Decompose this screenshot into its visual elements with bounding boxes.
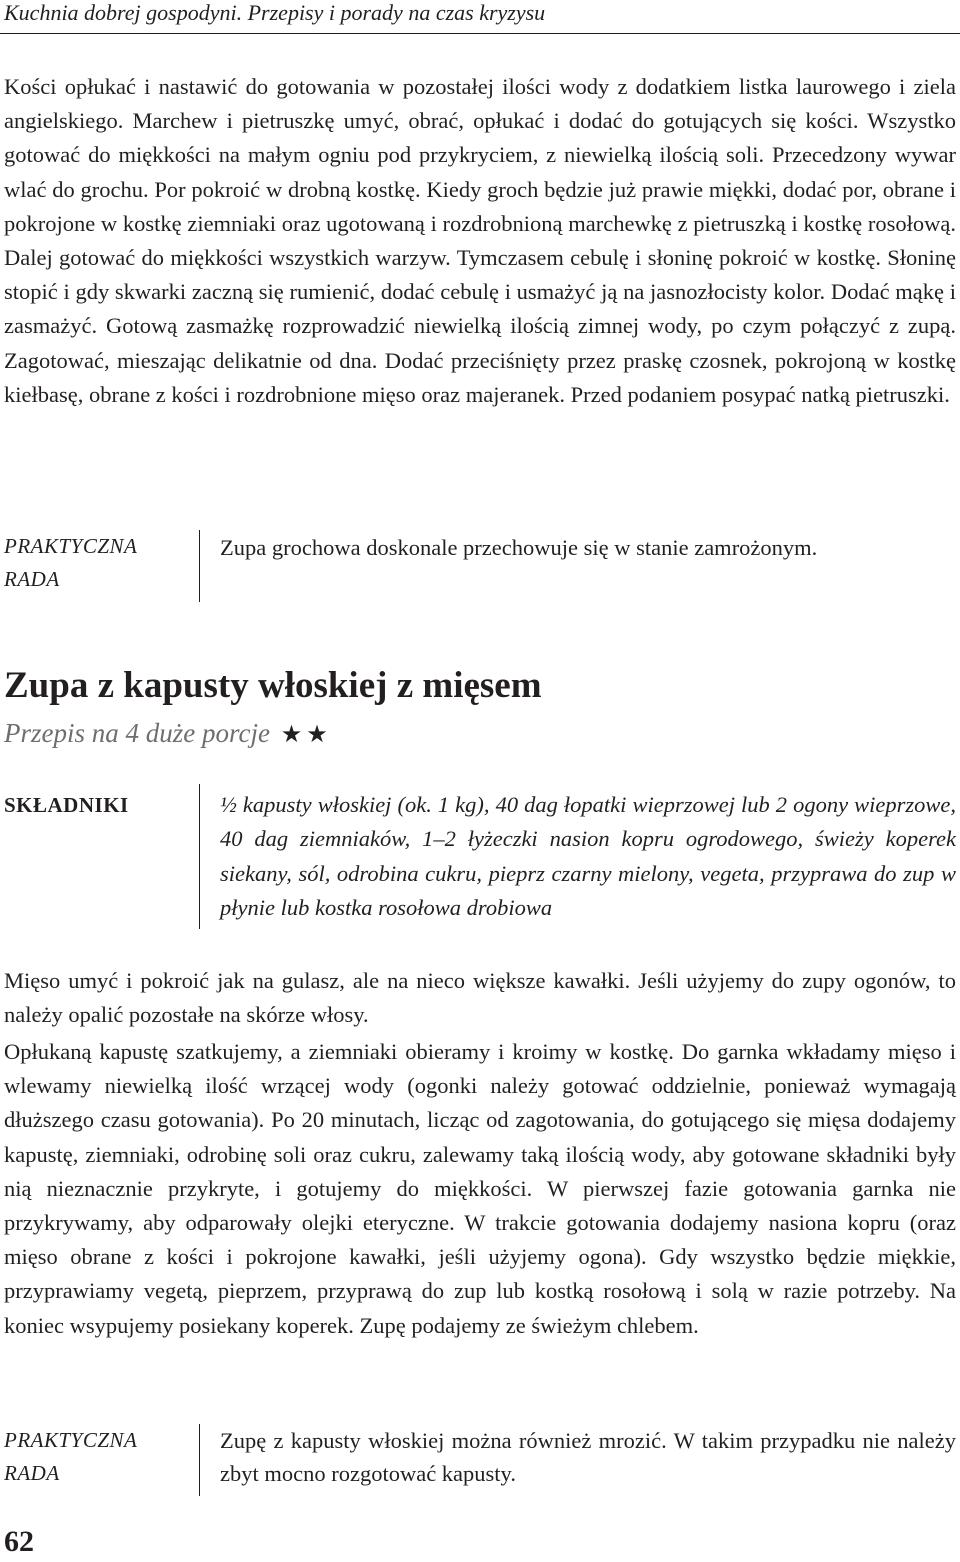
tip-label-line1: PRAKTYCZNA — [4, 534, 138, 558]
tip-divider — [199, 530, 200, 602]
tip-label-line1: PRAKTYCZNA — [4, 1428, 138, 1452]
page-number: 62 — [4, 1525, 34, 1558]
method-paragraph-2: Opłukaną kapustę szatkujemy, a ziemniaki obieramy i kroimy w kostkę. Do garnka wkładamy mięso i wlewamy niewielką ilość wrzącej wody (ogonki należy gotować oddzielnie, ponieważ wymagają dłuższego czasu gotowania). Po 20 minutach, licząc od zagotowania, do gotującego się mięsa dodajemy kapustę, ziemniaki, odrobinę soli oraz cukru, zalewamy taką ilością wody, aby gotowane składniki były nią nieznacznie przykryte, i gotujemy do miękkości. W pierwszej fazie gotowania garnka nie przykrywamy, aby odparowały olejki eteryczne. W trakcie gotowania dodajemy nasiona kopru (oraz mięso obrane z kości i pokrojone kawałki, jeśli użyjemy ogona). Gdy wszystko będzie miękkie, przyprawiamy vegetą, pieprzem, przyprawą do zup lub kostką rosołową i solą w razie potrzeby. Na koniec wsypujemy posiekany koperek. Zupę podajemy ze świeżym chlebem. — [4, 1039, 956, 1338]
tip-label-line2: RADA — [4, 1461, 60, 1485]
tip-label — [4, 1424, 184, 1490]
ingredients-divider — [199, 784, 200, 929]
recipe-title: Zupa z kapusty włoskiej z mięsem — [4, 665, 542, 706]
running-head: Kuchnia dobrej gospodyni. Przepisy i porady na czas kryzysu — [4, 0, 546, 25]
tip-text: Zupę z kapusty włoskiej można również mrozić. W takim przypadku nie należy zbyt mocno rozgotować kapusty. — [220, 1428, 956, 1486]
method-paragraph-1: Mięso umyć i pokroić jak na gulasz, ale na nieco większe kawałki. Jeśli użyjemy do zupy ogonów, to należy opalić pozostałe na skórze włosy. — [4, 968, 956, 1028]
ingredients-label: SKŁADNIKI — [4, 793, 129, 817]
difficulty-stars-icon: ★★ — [280, 722, 332, 748]
tip-text: Zupa grochowa doskonale przechowuje się w stanie zamrożonym. — [220, 535, 818, 560]
ingredients-list: ½ kapusty włoskiej (ok. 1 kg), 40 dag łopatki wieprzowej lub 2 ogony wieprzowe, 40 dag ziemniaków, 1–2 łyżeczki nasion kopru ogrodowego, świeży koperek siekany, sól, odrobina cukru, pieprz czarny mielony, vegeta, przyprawa do zup w płynie lub kostka rosołowa drobiowa — [220, 792, 956, 920]
intro-paragraph: Kości opłukać i nastawić do gotowania w pozostałej ilości wody z dodatkiem listka laurowego i ziela angielskiego. Marchew i pietruszkę umyć, obrać, opłukać i dodać do gotujących się kości. Wszystko gotować do miękkości na małym ogniu pod przykryciem, z niewielką ilością soli. Przecedzony wywar wlać do grochu. Por pokroić w drobną kostkę. Kiedy groch będzie już prawie miękki, dodać por, obrane i pokrojone w kostkę ziemniaki oraz ugotowaną i rozdrobnioną marchewkę z pietruszką i kostkę rosołową. Dalej gotować do miękkości wszystkich warzyw. Tymczasem cebulę i słoninę pokroić w kostkę. Słoninę stopić i gdy skwarki zaczną się rumienić, dodać cebulę i usmażyć ją na jasnozłocisty kolor. Dodać mąkę i zasmażyć. Gotową zasmażkę rozprowadzić niewielką ilością zimnej wody, po czym połączyć z zupą. Zagotować, mieszając delikatnie od dna. Dodać przeciśnięty przez praskę czosnek, pokrojoną w kostkę kiełbasę, obrane z kości i rozdrobnione mięso oraz majeranek. Przed podaniem posypać natką pietruszki. — [4, 74, 956, 407]
tip-label-line2: RADA — [4, 567, 60, 591]
servings-text: Przepis na 4 duże porcje — [4, 718, 270, 748]
header-rule — [0, 33, 960, 34]
recipe-subtitle — [4, 713, 332, 755]
tip-divider — [199, 1424, 200, 1496]
tip-label — [4, 530, 184, 596]
